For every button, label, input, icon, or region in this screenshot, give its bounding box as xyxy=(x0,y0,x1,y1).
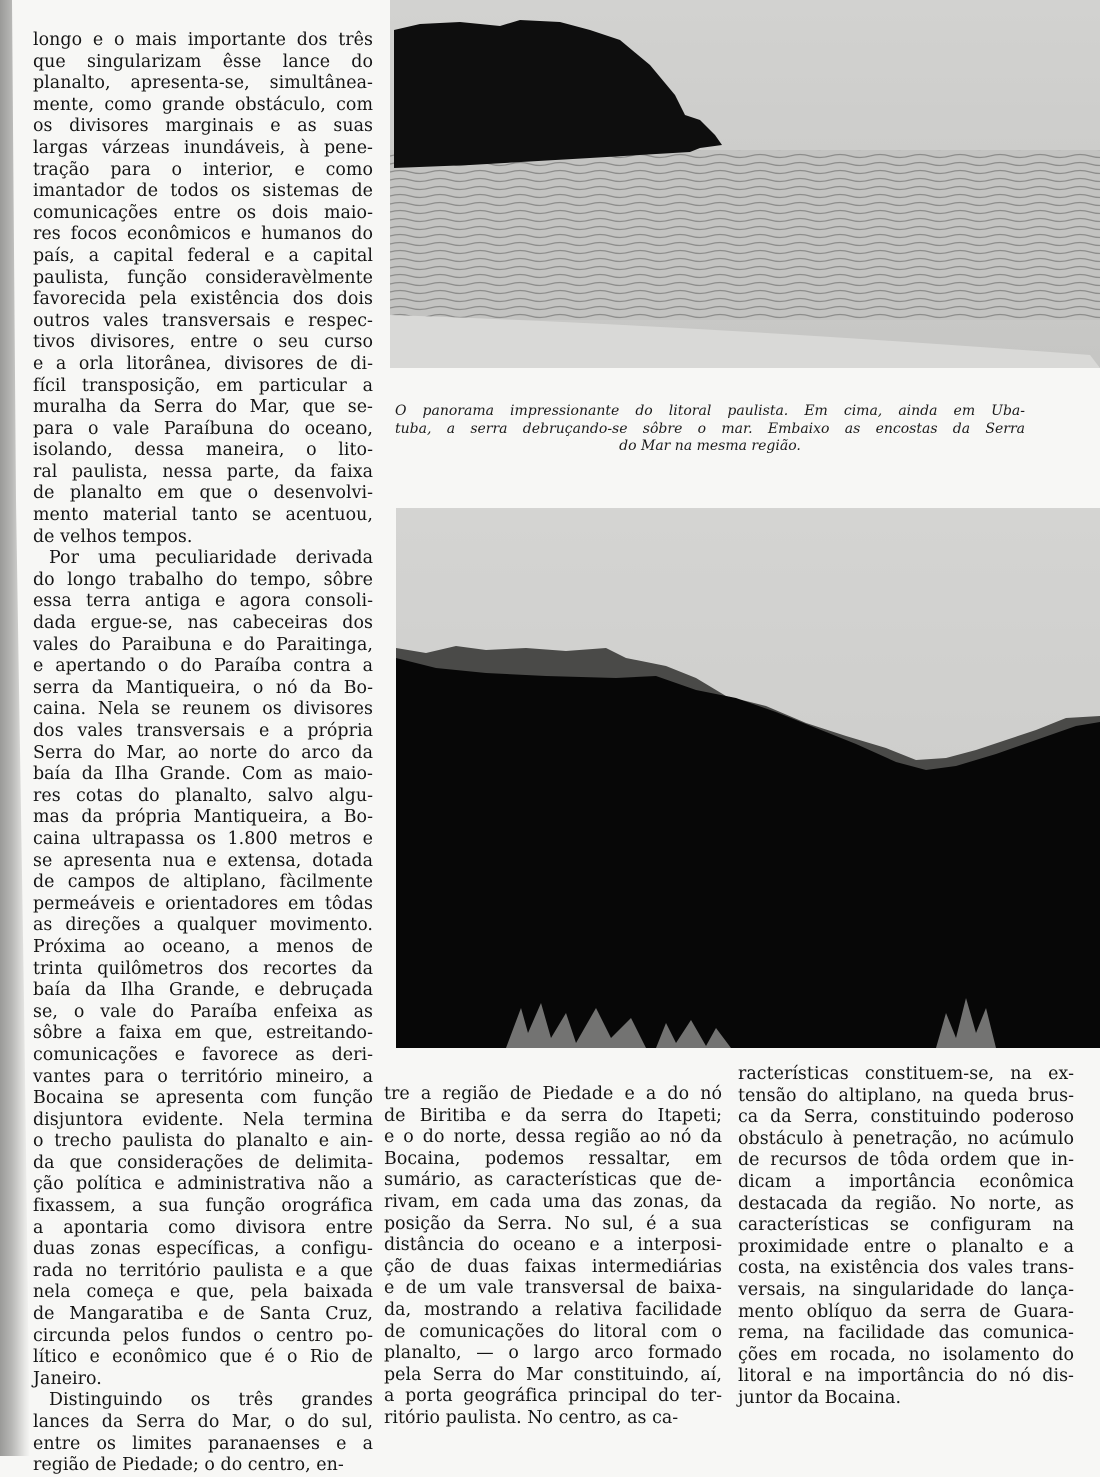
text-line: região de Piedade; o do centro, en- xyxy=(33,1455,344,1476)
text-line: comunicações e favorece as deri- xyxy=(33,1044,373,1065)
text-line: favorecida pela existência dos dois xyxy=(33,289,373,310)
text-line: tensão do altiplano, na queda brus- xyxy=(738,1085,1074,1106)
text-line: as direções a qualquer movimento. xyxy=(33,915,373,936)
text-line: fixassem, a sua função orográfica xyxy=(33,1196,373,1217)
text-line: comunicações entre os dois maio- xyxy=(33,202,373,223)
text-line: a apontaria como divisora entre xyxy=(33,1217,373,1238)
text-line: entre os limites paranaenses e a xyxy=(33,1433,373,1454)
text-line: lances da Serra do Mar, o do sul, xyxy=(33,1412,373,1432)
text-line: mente, como grande obstáculo, com xyxy=(33,94,373,115)
text-line: Janeiro. xyxy=(33,1368,102,1389)
text-line: essa terra antiga e agora consoli- xyxy=(33,591,373,612)
text-line: de recursos de tôda ordem que in- xyxy=(738,1150,1074,1171)
text-column-middle xyxy=(384,1084,722,1430)
text-line: mas da própria Mantiqueira, a Bo- xyxy=(33,807,373,828)
text-line: planalto, apresenta-se, simultânea- xyxy=(33,73,373,94)
text-line: país, a capital federal e a capital xyxy=(33,245,373,266)
text-column-right xyxy=(738,1064,1074,1410)
text-line: res cotas do planalto, salvo algu- xyxy=(33,785,373,806)
text-line: de velhos tempos. xyxy=(33,526,193,547)
text-line: vantes para o território mineiro, a xyxy=(33,1066,373,1087)
text-line: trinta quilômetros dos recortes da xyxy=(33,958,373,979)
text-line: vales do Paraibuna e do Paraitinga, xyxy=(33,634,373,655)
text-line: de comunicações do litoral com o xyxy=(384,1321,722,1342)
text-line: do longo trabalho do tempo, sôbre xyxy=(33,569,373,590)
photo-mountain-ridge xyxy=(396,508,1100,1048)
text-line: muralha da Serra do Mar, que se- xyxy=(33,397,373,418)
text-line: rivam, em cada uma das zonas, da xyxy=(384,1191,722,1212)
text-line: que singularizam êsse lance do xyxy=(33,51,373,72)
text-line: mento material tanto se acentuou, xyxy=(33,505,373,526)
text-line: duas zonas específicas, a configu- xyxy=(33,1239,373,1260)
text-line: baía da Ilha Grande. Com as maio- xyxy=(33,764,373,785)
text-line: rada no território paulista e a que xyxy=(33,1260,373,1281)
text-line: Bocaina se apresenta com função xyxy=(33,1088,373,1109)
text-line: de Biritiba e da serra do Itapeti; xyxy=(384,1105,722,1126)
text-line: pela Serra do Mar constituindo, aí, xyxy=(384,1364,722,1385)
text-line: tivos divisores, entre o seu curso xyxy=(33,332,373,353)
text-line: Por uma peculiaridade derivada xyxy=(49,548,373,569)
text-line: e a orla litorânea, divisores de di- xyxy=(33,353,373,374)
text-line: longo e o mais importante dos três xyxy=(33,30,373,50)
text-line: dicam a importância econômica xyxy=(738,1171,1074,1192)
text-line: se apresenta nua e extensa, dotada xyxy=(33,850,373,871)
text-line: tração para o interior, e como xyxy=(33,159,373,180)
text-line: juntor da Bocaina. xyxy=(738,1387,902,1408)
photo-serra-do-mar-slopes xyxy=(396,508,1100,1048)
text-line: caina ultrapassa os 1.800 metros e xyxy=(33,828,373,849)
text-line: outros vales transversais e respec- xyxy=(33,310,373,331)
text-line: posição da Serra. No sul, é a sua xyxy=(384,1213,722,1234)
text-line: características se configuram na xyxy=(738,1215,1074,1236)
text-line: lítico e econômico que é o Rio de xyxy=(33,1347,373,1368)
text-line: dada ergue-se, nas cabeceiras dos xyxy=(33,613,373,634)
text-line: caina. Nela se reunem os divisores xyxy=(33,699,373,720)
caption-line: O panorama impressionante do litoral paulista. Em cima, ainda em Uba- xyxy=(395,403,1025,419)
text-line: e apertando o do Paraíba contra a xyxy=(33,656,373,677)
text-line: Serra do Mar, ao norte do arco da xyxy=(33,742,373,763)
book-gutter-shadow xyxy=(0,0,30,1456)
text-line: versais, na singularidade do lança- xyxy=(738,1279,1074,1300)
text-line: res focos econômicos e humanos do xyxy=(33,224,373,245)
text-line: e o do norte, dessa região ao nó da xyxy=(384,1127,722,1148)
text-line: dos vales transversais e a própria xyxy=(33,721,373,741)
text-line: disjuntora evidente. Nela termina xyxy=(33,1109,373,1130)
text-line: Distinguindo os três grandes xyxy=(49,1390,373,1411)
photo-ubatuba-coast xyxy=(390,0,1100,368)
text-line: o trecho paulista do planalto e ain- xyxy=(33,1131,373,1152)
text-line: e de um vale transversal de baixa- xyxy=(384,1278,722,1299)
text-line: sumário, as características que de- xyxy=(384,1170,722,1191)
photo-caption xyxy=(395,403,1025,456)
text-line: a porta geográfica principal do ter- xyxy=(384,1386,722,1407)
text-line: baía da Ilha Grande, e debruçada xyxy=(33,980,373,1001)
text-line: ção de duas faixas intermediárias xyxy=(384,1256,722,1277)
text-line: planalto, — o largo arco formado xyxy=(384,1343,722,1364)
text-line: racterísticas constituem-se, na ex- xyxy=(738,1064,1074,1084)
text-line: Próxima ao oceano, a menos de xyxy=(33,936,373,957)
text-line: serra da Mantiqueira, o nó da Bo- xyxy=(33,677,373,698)
text-line: sôbre a faixa em que, estreitando- xyxy=(33,1023,373,1044)
text-line: circunda pelos fundos o centro po- xyxy=(33,1325,373,1346)
text-line: proximidade entre o planalto e a xyxy=(738,1236,1074,1257)
text-line: obstáculo à penetração, no acúmulo xyxy=(738,1128,1074,1149)
text-line: mento oblíquo da serra de Guara- xyxy=(738,1301,1074,1322)
text-line: destacada da região. No norte, as xyxy=(738,1193,1074,1214)
caption-line: tuba, a serra debruçando-se sôbre o mar. Embaixo as encostas da Serra xyxy=(395,420,1025,437)
text-line: tre a região de Piedade e a do nó xyxy=(384,1084,722,1104)
text-line: ca da Serra, constituindo poderoso xyxy=(738,1107,1074,1128)
text-line: se, o vale do Paraíba enfeixa as xyxy=(33,1001,373,1022)
caption-line: do Mar na mesma região. xyxy=(619,438,801,454)
text-line: de Mangaratiba e de Santa Cruz, xyxy=(33,1304,373,1325)
text-line: da, mostrando a relativa facilidade xyxy=(384,1299,722,1320)
text-line: os divisores marginais e as suas xyxy=(33,116,373,137)
text-column-left xyxy=(33,30,373,1477)
text-line: distância do oceano e a interposi- xyxy=(384,1235,722,1256)
text-line: fícil transposição, em particular a xyxy=(33,375,373,396)
text-line: litoral e na importância do nó dis- xyxy=(738,1366,1074,1387)
text-line: paulista, função consideravèlmente xyxy=(33,267,373,288)
text-line: imantador de todos os sistemas de xyxy=(33,181,373,202)
photo-island-and-sea xyxy=(390,0,1100,368)
text-line: nela começa e que, pela baixada xyxy=(33,1282,373,1303)
text-line: isolando, dessa maneira, o lito- xyxy=(33,440,373,461)
text-line: de planalto em que o desenvolvi- xyxy=(33,483,373,504)
text-line: largas várzeas inundáveis, à pene- xyxy=(33,137,373,158)
text-line: para o vale Paraíbuna do oceano, xyxy=(33,418,373,439)
text-line: ção política e administrativa não a xyxy=(33,1174,373,1195)
text-line: ral paulista, nessa parte, da faixa xyxy=(33,461,373,482)
text-line: ções em rocada, no isolamento do xyxy=(738,1344,1074,1365)
text-line: costa, na existência dos vales trans- xyxy=(738,1258,1074,1279)
text-line: de campos de altiplano, fàcilmente xyxy=(33,872,373,893)
text-line: da que considerações de delimita- xyxy=(33,1152,373,1173)
text-line: rema, na facilidade das comunica- xyxy=(738,1323,1074,1344)
text-line: ritório paulista. No centro, as ca- xyxy=(384,1407,679,1428)
text-line: permeáveis e orientadores em tôdas xyxy=(33,893,373,914)
text-line: Bocaina, podemos ressaltar, em xyxy=(384,1148,722,1169)
